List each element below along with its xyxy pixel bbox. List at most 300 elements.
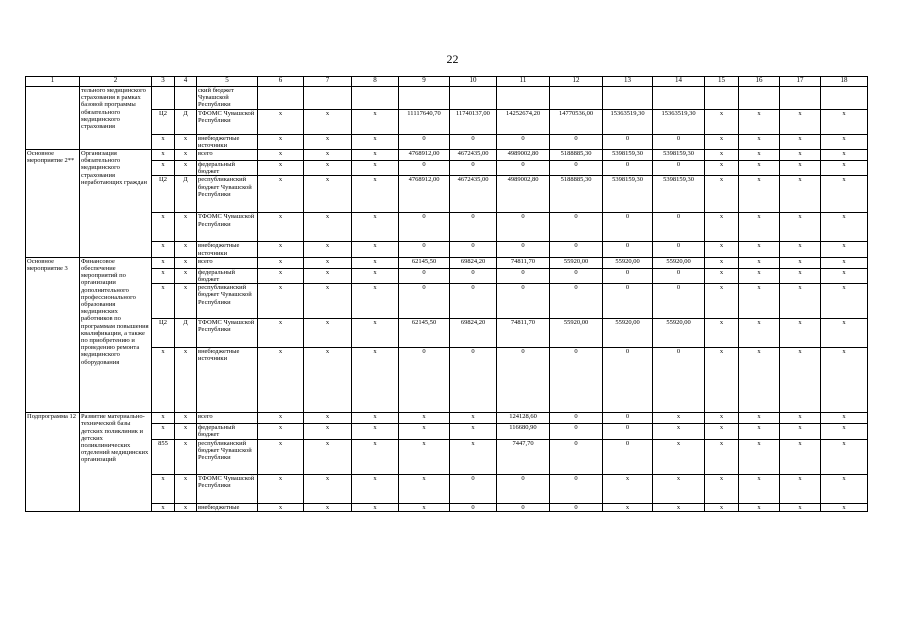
table-cell: х	[780, 176, 821, 213]
table-cell: х	[175, 439, 197, 474]
table-cell: х	[780, 134, 821, 149]
table-cell: х	[780, 257, 821, 268]
table-cell: х	[780, 348, 821, 413]
table-cell: х	[705, 413, 739, 424]
source-cell: всего	[197, 150, 258, 161]
table-cell: 11740137,00	[450, 109, 497, 134]
table-cell: 0	[399, 161, 450, 176]
source-cell: федеральный бюджет	[197, 424, 258, 439]
table-cell: х	[780, 109, 821, 134]
table-cell: х	[352, 474, 399, 503]
table-cell: х	[258, 413, 304, 424]
table-cell: х	[258, 503, 304, 511]
table-cell: х	[705, 503, 739, 511]
table-cell: 7447,70	[497, 439, 550, 474]
table-cell: х	[399, 413, 450, 424]
table-cell: 0	[450, 503, 497, 511]
table-cell: х	[399, 503, 450, 511]
table-cell: х	[780, 503, 821, 511]
table-row	[26, 474, 868, 503]
table-cell: х	[175, 348, 197, 413]
table-cell: х	[152, 242, 175, 257]
table-cell: х	[705, 439, 739, 474]
table-cell: х	[352, 439, 399, 474]
table-cell: 69824,20	[450, 257, 497, 268]
table-cell: х	[705, 348, 739, 413]
table-cell: х	[780, 213, 821, 242]
column-header: 10	[450, 77, 497, 87]
table-cell: 0	[653, 242, 705, 257]
table-cell: х	[175, 161, 197, 176]
table-cell: 55920,00	[653, 257, 705, 268]
table-row	[26, 150, 868, 161]
table-cell: х	[175, 150, 197, 161]
table-cell: х	[780, 424, 821, 439]
table-row	[26, 284, 868, 319]
table-cell: х	[258, 284, 304, 319]
measure-cell	[26, 87, 80, 150]
source-cell: внебюджетные источники	[197, 242, 258, 257]
table-cell: х	[739, 242, 780, 257]
table-cell: х	[821, 257, 868, 268]
table-cell: 0	[550, 268, 603, 283]
table-cell: х	[739, 134, 780, 149]
table-cell: 5398159,30	[653, 176, 705, 213]
table-cell: х	[739, 348, 780, 413]
table-cell: х	[352, 424, 399, 439]
table-cell: 0	[603, 348, 653, 413]
table-cell: х	[258, 348, 304, 413]
table-cell: 0	[497, 284, 550, 319]
table-cell: х	[821, 134, 868, 149]
table-cell: х	[258, 268, 304, 283]
source-cell: всего	[197, 413, 258, 424]
column-header: 12	[550, 77, 603, 87]
measure-cell: Основное мероприятие 3	[26, 257, 80, 412]
table-cell: Ц2	[152, 319, 175, 348]
table-cell: х	[739, 268, 780, 283]
table-cell: х	[304, 242, 352, 257]
table-row	[26, 242, 868, 257]
table-cell: х	[821, 413, 868, 424]
table-cell: х	[258, 150, 304, 161]
table-cell: х	[152, 150, 175, 161]
table-row	[26, 257, 868, 268]
table-cell: х	[739, 413, 780, 424]
table-cell	[175, 87, 197, 110]
table-row	[26, 134, 868, 149]
table-cell: х	[705, 109, 739, 134]
table-cell	[653, 87, 705, 110]
table-cell: 0	[399, 348, 450, 413]
table-cell: х	[175, 134, 197, 149]
table-row	[26, 87, 868, 110]
page-number: 22	[446, 52, 459, 66]
table-cell: х	[304, 439, 352, 474]
table-cell: х	[739, 503, 780, 511]
table-cell	[780, 87, 821, 110]
table-cell: х	[258, 176, 304, 213]
table-cell	[399, 87, 450, 110]
column-header: 2	[80, 77, 152, 87]
table-cell: 0	[550, 242, 603, 257]
table-cell: Д	[175, 176, 197, 213]
table-body	[26, 77, 868, 512]
table-cell: х	[304, 213, 352, 242]
table-cell: 0	[550, 134, 603, 149]
table-cell: 0	[550, 503, 603, 511]
table-cell: 0	[497, 503, 550, 511]
table-cell: х	[821, 424, 868, 439]
table-cell: х	[653, 413, 705, 424]
table-cell: 15363519,30	[603, 109, 653, 134]
table-cell	[497, 87, 550, 110]
table-cell: 0	[399, 134, 450, 149]
table-cell: х	[175, 213, 197, 242]
table-cell: х	[603, 474, 653, 503]
table-cell: 14252674,20	[497, 109, 550, 134]
table-cell: х	[152, 413, 175, 424]
table-cell: 62145,50	[399, 319, 450, 348]
table-cell: 0	[603, 134, 653, 149]
table-cell: х	[739, 176, 780, 213]
table-cell: х	[304, 161, 352, 176]
table-cell: 14770536,00	[550, 109, 603, 134]
source-cell: ТФОМС Чувашской Республики	[197, 474, 258, 503]
table-cell	[258, 87, 304, 110]
table-cell: х	[304, 268, 352, 283]
table-cell: 55920,00	[550, 319, 603, 348]
table-cell: х	[780, 284, 821, 319]
table-cell: х	[739, 257, 780, 268]
header-row	[26, 77, 868, 87]
table-cell: х	[258, 161, 304, 176]
table-cell: х	[352, 242, 399, 257]
source-cell: всего	[197, 257, 258, 268]
table-cell: х	[258, 213, 304, 242]
table-cell: х	[821, 109, 868, 134]
table-cell	[450, 87, 497, 110]
table-cell: 0	[399, 284, 450, 319]
table-cell: х	[780, 268, 821, 283]
table-cell: х	[304, 348, 352, 413]
table-cell: 0	[550, 474, 603, 503]
table-cell: 0	[550, 284, 603, 319]
source-cell: федеральный бюджет	[197, 268, 258, 283]
table-cell: 0	[399, 213, 450, 242]
source-cell: республиканский бюджет Чувашской Республики	[197, 439, 258, 474]
table-cell: х	[352, 257, 399, 268]
table-cell: 0	[603, 161, 653, 176]
table-cell: х	[739, 284, 780, 319]
table-cell: х	[739, 424, 780, 439]
table-cell: 0	[450, 348, 497, 413]
table-cell: х	[399, 439, 450, 474]
column-header: 15	[705, 77, 739, 87]
table-cell: 0	[450, 284, 497, 319]
table-cell: х	[780, 150, 821, 161]
table-cell: х	[352, 413, 399, 424]
table-cell: х	[304, 413, 352, 424]
table-cell: Д	[175, 109, 197, 134]
budget-table	[25, 76, 868, 512]
table-cell: х	[175, 268, 197, 283]
table-cell: х	[705, 134, 739, 149]
table-cell: 5398159,30	[603, 176, 653, 213]
table-cell: х	[152, 424, 175, 439]
table-cell: х	[304, 134, 352, 149]
table-cell: 11117640,70	[399, 109, 450, 134]
table-cell: 4989002,80	[497, 150, 550, 161]
table-cell: 0	[450, 161, 497, 176]
table-cell: 0	[653, 284, 705, 319]
table-cell: х	[450, 424, 497, 439]
table-cell: 0	[550, 161, 603, 176]
table-cell: 0	[450, 242, 497, 257]
source-cell: внебюджетные источники	[197, 348, 258, 413]
table-cell: 0	[603, 268, 653, 283]
table-row	[26, 413, 868, 424]
table-cell: 0	[497, 474, 550, 503]
table-row	[26, 109, 868, 134]
table-cell: х	[352, 284, 399, 319]
table-cell: 0	[399, 242, 450, 257]
table-cell: х	[821, 503, 868, 511]
table-cell: 5188885,30	[550, 176, 603, 213]
table-cell: х	[152, 257, 175, 268]
table-row	[26, 424, 868, 439]
table-cell: х	[705, 242, 739, 257]
table-cell: х	[705, 257, 739, 268]
table-cell: х	[739, 161, 780, 176]
source-cell: внебюджетные	[197, 503, 258, 511]
table-cell: х	[152, 161, 175, 176]
table-cell: х	[258, 257, 304, 268]
table-cell: х	[705, 213, 739, 242]
table-cell: х	[821, 474, 868, 503]
table-cell: 5188885,30	[550, 150, 603, 161]
column-header: 3	[152, 77, 175, 87]
table-cell: 55920,00	[653, 319, 705, 348]
table-cell: х	[603, 503, 653, 511]
column-header: 13	[603, 77, 653, 87]
table-cell: х	[352, 503, 399, 511]
column-header: 11	[497, 77, 550, 87]
table-cell: х	[175, 242, 197, 257]
table-cell: х	[258, 242, 304, 257]
table-cell: 69824,20	[450, 319, 497, 348]
description-cell: Организация обязательного медицинского страхования неработающих граждан	[80, 150, 152, 258]
table-cell: 855	[152, 439, 175, 474]
table-cell: 0	[497, 134, 550, 149]
source-cell: федеральный бюджет	[197, 161, 258, 176]
table-cell: х	[258, 474, 304, 503]
column-header: 9	[399, 77, 450, 87]
table-cell: х	[352, 109, 399, 134]
table-cell: х	[175, 257, 197, 268]
table-cell: 116680,90	[497, 424, 550, 439]
table-cell	[304, 87, 352, 110]
table-cell: 0	[603, 284, 653, 319]
table-cell: х	[258, 424, 304, 439]
table-cell: 55920,00	[603, 319, 653, 348]
table-cell: х	[258, 319, 304, 348]
table-cell: 0	[550, 424, 603, 439]
table-cell: 0	[550, 413, 603, 424]
table-cell: х	[821, 176, 868, 213]
table-cell	[821, 87, 868, 110]
table-cell: х	[739, 213, 780, 242]
table-cell: х	[152, 503, 175, 511]
table-cell: 0	[450, 268, 497, 283]
source-cell: ТФОМС Чувашской Республики	[197, 319, 258, 348]
table-cell: х	[152, 284, 175, 319]
table-cell: х	[780, 161, 821, 176]
table-cell: х	[780, 439, 821, 474]
column-header: 14	[653, 77, 705, 87]
table-cell: 74811,70	[497, 319, 550, 348]
column-header: 16	[739, 77, 780, 87]
table-row	[26, 348, 868, 413]
table-cell: х	[175, 474, 197, 503]
column-header: 18	[821, 77, 868, 87]
table-cell: х	[653, 474, 705, 503]
table-row	[26, 319, 868, 348]
table-cell: 0	[450, 474, 497, 503]
table-cell: 0	[603, 413, 653, 424]
table-cell: 0	[653, 161, 705, 176]
table-cell: х	[821, 348, 868, 413]
table-cell: х	[739, 109, 780, 134]
table-cell: х	[304, 474, 352, 503]
table-row	[26, 268, 868, 283]
table-cell: х	[705, 161, 739, 176]
table-cell: х	[258, 134, 304, 149]
table-cell: 74811,70	[497, 257, 550, 268]
table-cell	[603, 87, 653, 110]
table-cell: 124128,60	[497, 413, 550, 424]
table-cell: х	[821, 213, 868, 242]
column-header: 8	[352, 77, 399, 87]
table-cell	[705, 87, 739, 110]
table-cell: х	[739, 150, 780, 161]
table-cell: 0	[497, 242, 550, 257]
table-cell: х	[304, 319, 352, 348]
table-cell: 0	[497, 213, 550, 242]
table-cell: х	[304, 176, 352, 213]
table-cell: х	[780, 319, 821, 348]
table-cell	[739, 87, 780, 110]
source-cell: ТФОМС Чувашской Республики	[197, 109, 258, 134]
table-cell: х	[352, 176, 399, 213]
table-cell: х	[821, 150, 868, 161]
table-cell: 0	[399, 268, 450, 283]
source-cell: ТФОМС Чувашской Республики	[197, 213, 258, 242]
table-cell: 5398159,30	[603, 150, 653, 161]
table-cell: х	[352, 319, 399, 348]
table-cell: х	[352, 161, 399, 176]
table-cell: х	[821, 319, 868, 348]
table-cell: 0	[653, 268, 705, 283]
column-header: 6	[258, 77, 304, 87]
column-header: 4	[175, 77, 197, 87]
source-cell: ский бюджет Чувашской Республики	[197, 87, 258, 110]
table-cell: х	[705, 150, 739, 161]
table-cell: х	[739, 474, 780, 503]
table-cell: 0	[603, 424, 653, 439]
description-cell: Развитие материально-технической базы детских поликлиник и детских поликлинических отделений медицинских организаций	[80, 413, 152, 512]
table-cell: х	[304, 503, 352, 511]
table-cell: х	[821, 268, 868, 283]
table-cell: х	[152, 213, 175, 242]
table-cell: х	[352, 348, 399, 413]
table-cell: 4989002,80	[497, 176, 550, 213]
table-row	[26, 161, 868, 176]
table-cell: 55920,00	[550, 257, 603, 268]
table-cell: х	[352, 268, 399, 283]
table-cell: 15363519,30	[653, 109, 705, 134]
table-cell: х	[304, 150, 352, 161]
table-cell: х	[152, 134, 175, 149]
table-cell: х	[304, 424, 352, 439]
table-cell: х	[352, 213, 399, 242]
source-cell: внебюджетные источники	[197, 134, 258, 149]
table-cell	[550, 87, 603, 110]
table-cell: Ц2	[152, 109, 175, 134]
column-header: 17	[780, 77, 821, 87]
column-header: 7	[304, 77, 352, 87]
table-cell: 0	[603, 439, 653, 474]
table-cell: 0	[450, 213, 497, 242]
table-cell: х	[653, 503, 705, 511]
table-cell: х	[399, 474, 450, 503]
table-cell: 0	[653, 134, 705, 149]
table-row	[26, 176, 868, 213]
table-cell: 4768912,00	[399, 176, 450, 213]
table-cell: х	[821, 242, 868, 257]
table-cell: х	[705, 319, 739, 348]
table-cell: 0	[653, 348, 705, 413]
table-cell: х	[821, 161, 868, 176]
table-cell: х	[152, 268, 175, 283]
table-cell: х	[705, 176, 739, 213]
table-cell: х	[304, 109, 352, 134]
table-cell: 0	[497, 348, 550, 413]
table-cell: х	[705, 474, 739, 503]
column-header: 5	[197, 77, 258, 87]
measure-cell: Основное мероприятие 2**	[26, 150, 80, 258]
table-cell	[152, 87, 175, 110]
table-cell: х	[175, 284, 197, 319]
table-cell: х	[175, 424, 197, 439]
table-cell: х	[450, 413, 497, 424]
table-cell: х	[258, 109, 304, 134]
description-cell: Финансовое обеспечение мероприятий по организации дополнительного профессионального образования медицинских работников по программам повышения квалификации, а также по приобретению и проведению ремонта медицинского оборудования	[80, 257, 152, 412]
table-cell: 0	[497, 161, 550, 176]
table-row	[26, 213, 868, 242]
table-cell: х	[705, 284, 739, 319]
source-cell: республиканский бюджет Чувашской Республики	[197, 284, 258, 319]
table-cell: Ц2	[152, 176, 175, 213]
table-cell: 0	[497, 268, 550, 283]
table-cell: х	[653, 439, 705, 474]
table-cell: х	[152, 348, 175, 413]
table-cell: 4768912,00	[399, 150, 450, 161]
table-cell: 0	[653, 213, 705, 242]
table-cell: х	[653, 424, 705, 439]
table-cell: х	[352, 134, 399, 149]
table-cell: х	[175, 503, 197, 511]
